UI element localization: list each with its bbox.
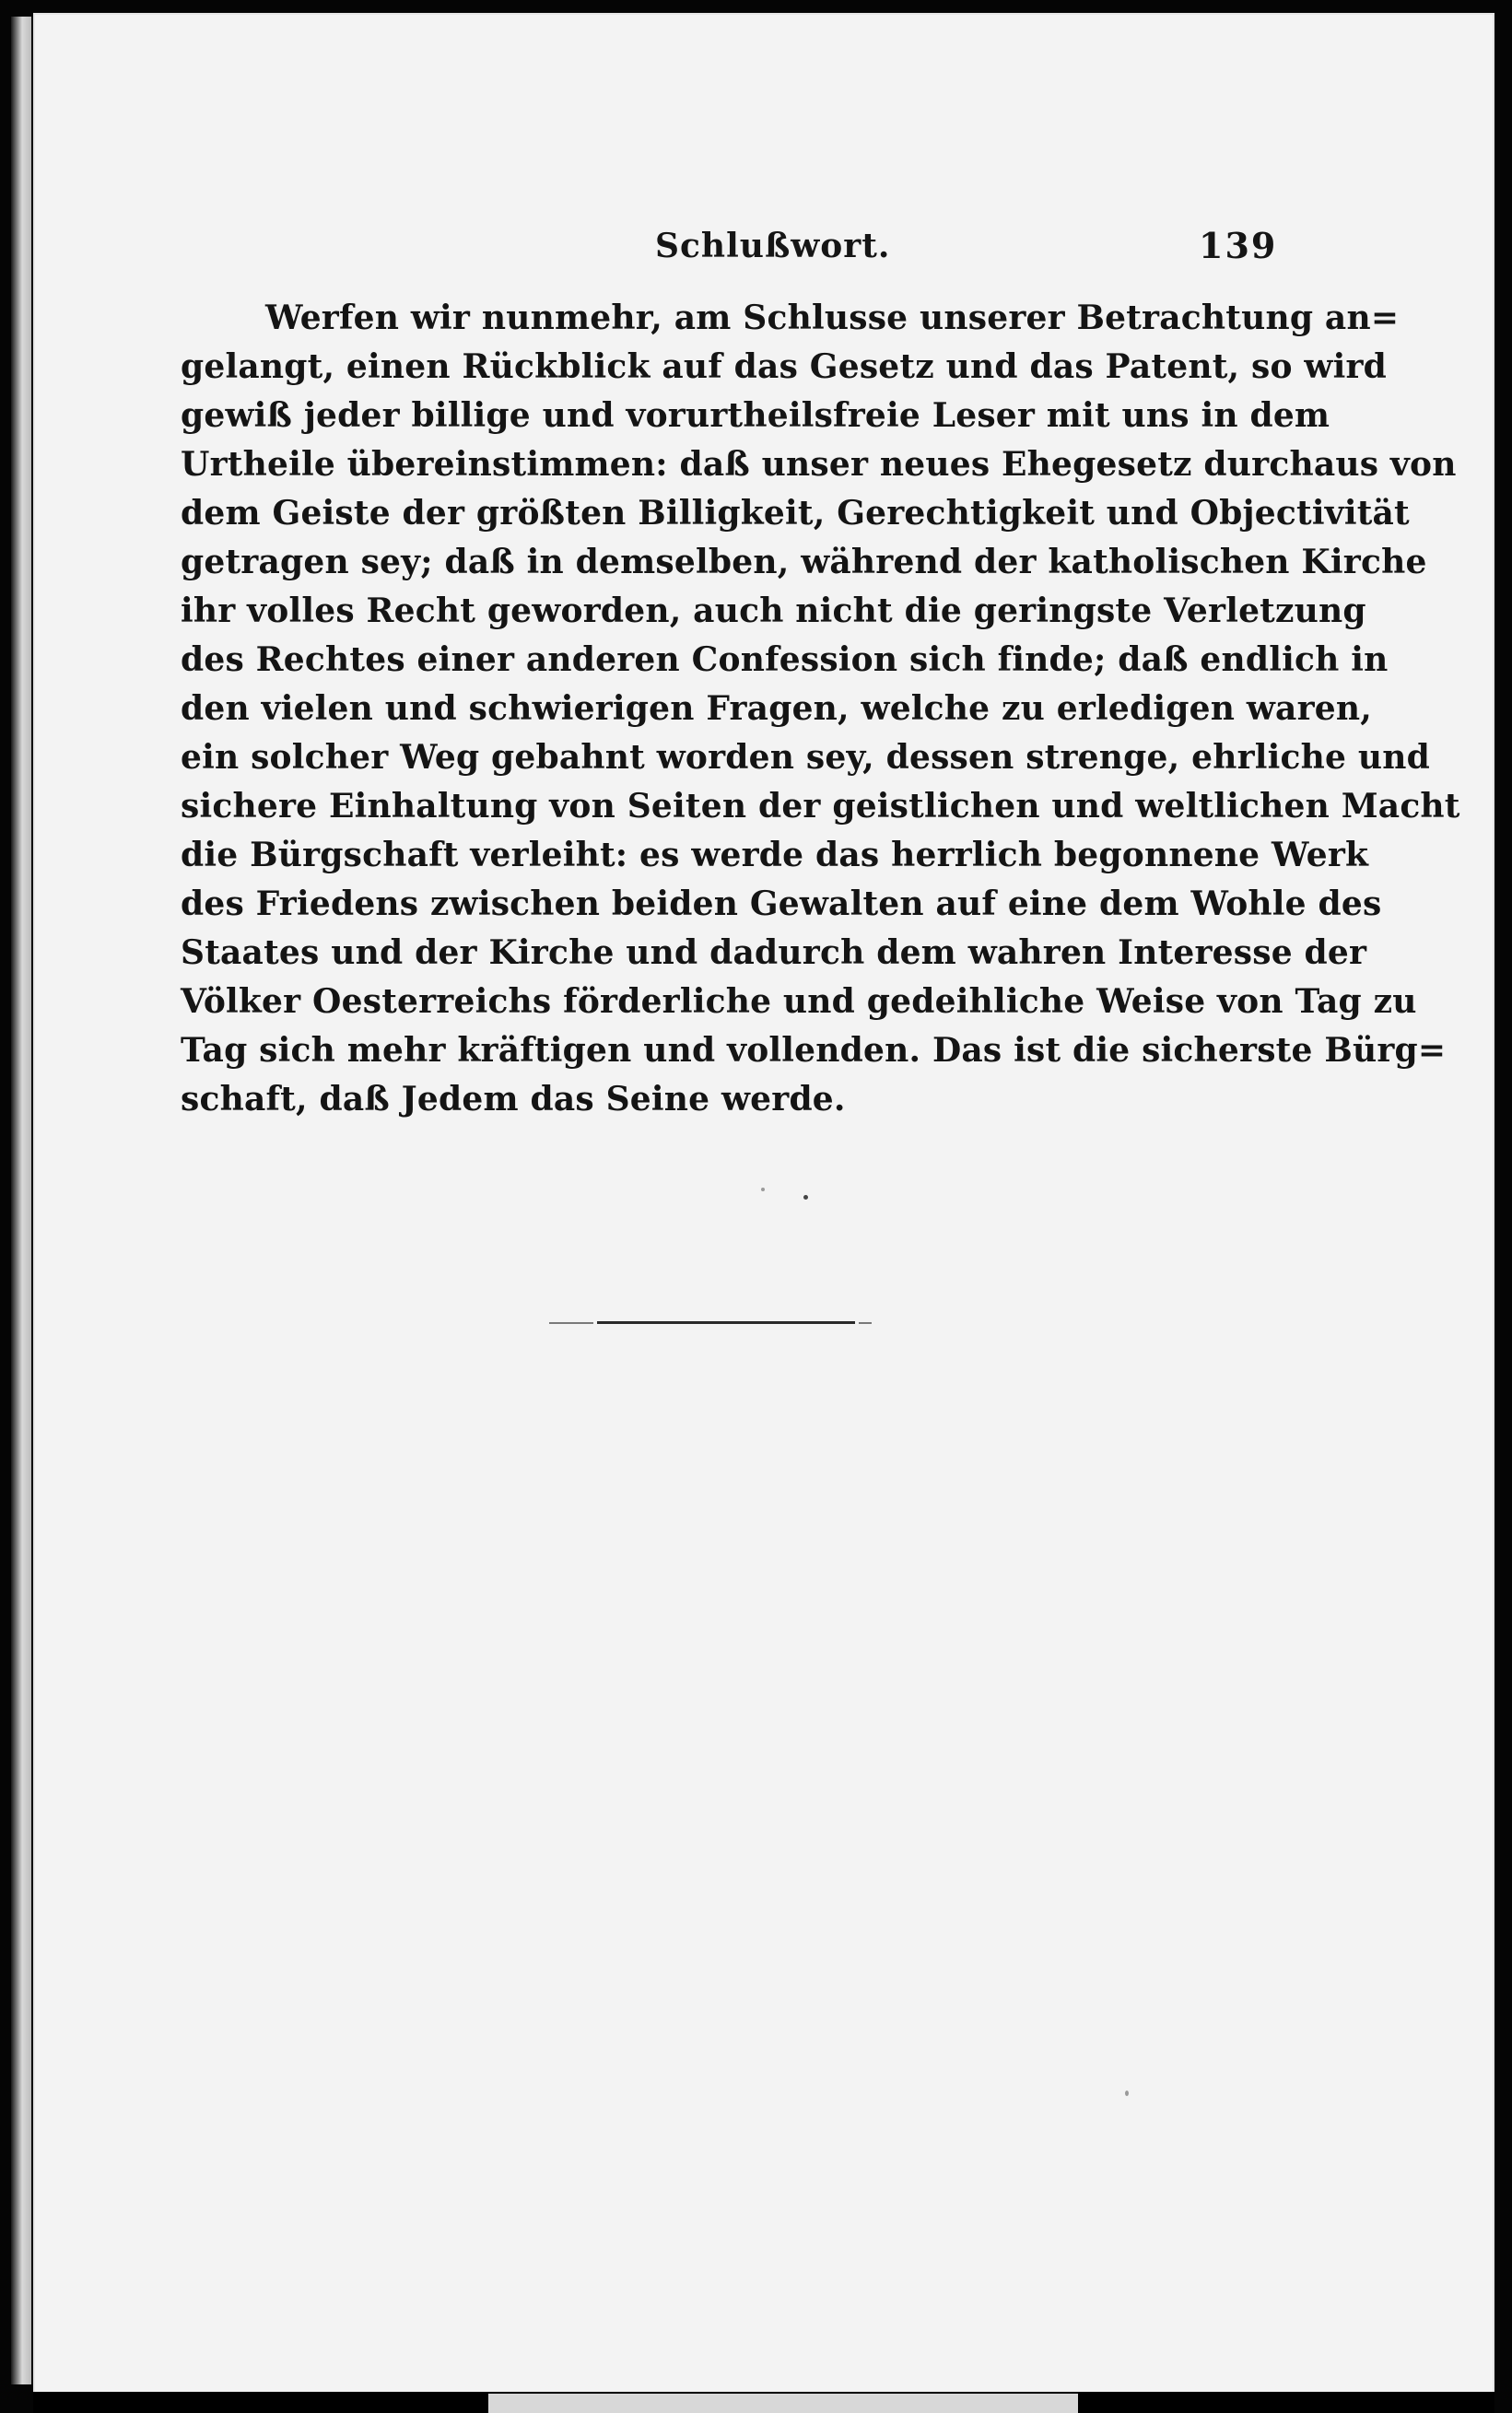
text-line: Völker Oesterreichs förderliche und gedeihliche Weise von Tag zu	[181, 982, 1417, 1021]
closing-rule	[597, 1321, 855, 1324]
page-header	[33, 223, 1494, 278]
page-bottom-edge	[488, 2394, 1078, 2413]
text-line: des Rechtes einer anderen Confession sich finde; daß endlich in	[181, 640, 1389, 679]
page-number: 139	[1199, 225, 1278, 266]
text-line: Urtheile übereinstimmen: daß unser neues Ehegesetz durchaus von	[181, 445, 1457, 484]
text-line: den vielen und schwierigen Fragen, welche zu erledigen waren,	[181, 689, 1372, 728]
ink-speck	[1125, 2091, 1129, 2096]
previous-page-edge	[11, 17, 31, 2384]
text-line: die Bürgschaft verleiht: es werde das herrlich begonnene Werk	[181, 836, 1369, 874]
text-line: gewiß jeder billige und vorurtheilsfreie Leser mit uns in dem	[181, 396, 1330, 435]
text-line: sichere Einhaltung von Seiten der geistlichen und weltlichen Macht	[181, 787, 1460, 826]
text-line: getragen sey; daß in demselben, während der katholischen Kirche	[181, 543, 1427, 581]
text-line: ihr volles Recht geworden, auch nicht die geringste Verletzung	[181, 592, 1366, 630]
text-line: Tag sich mehr kräftigen und vollenden. Das ist die sicherste Bürg=	[181, 1031, 1447, 1070]
text-line: gelangt, einen Rückblick auf das Gesetz und das Patent, so wird	[181, 347, 1388, 386]
text-line: dem Geiste der größten Billigkeit, Gerechtigkeit und Objectivität	[181, 494, 1410, 533]
body-paragraph	[181, 294, 1460, 1124]
closing-rule-left	[549, 1322, 593, 1324]
ink-speck	[761, 1188, 765, 1191]
closing-rule-right	[859, 1322, 872, 1324]
text-line: des Friedens zwischen beiden Gewalten auf eine dem Wohle des	[181, 884, 1382, 923]
text-line: Staates und der Kirche und dadurch dem wahren Interesse der	[181, 933, 1367, 972]
running-title: Schlußwort.	[655, 227, 891, 265]
ink-speck	[803, 1195, 808, 1200]
text-line: ein solcher Weg gebahnt worden sey, dessen strenge, ehrliche und	[181, 738, 1430, 777]
text-line: schaft, daß Jedem das Seine werde.	[181, 1080, 846, 1119]
text-line: Werfen wir nunmehr, am Schlusse unserer Betrachtung an=	[265, 299, 1400, 337]
book-page	[33, 13, 1494, 2399]
